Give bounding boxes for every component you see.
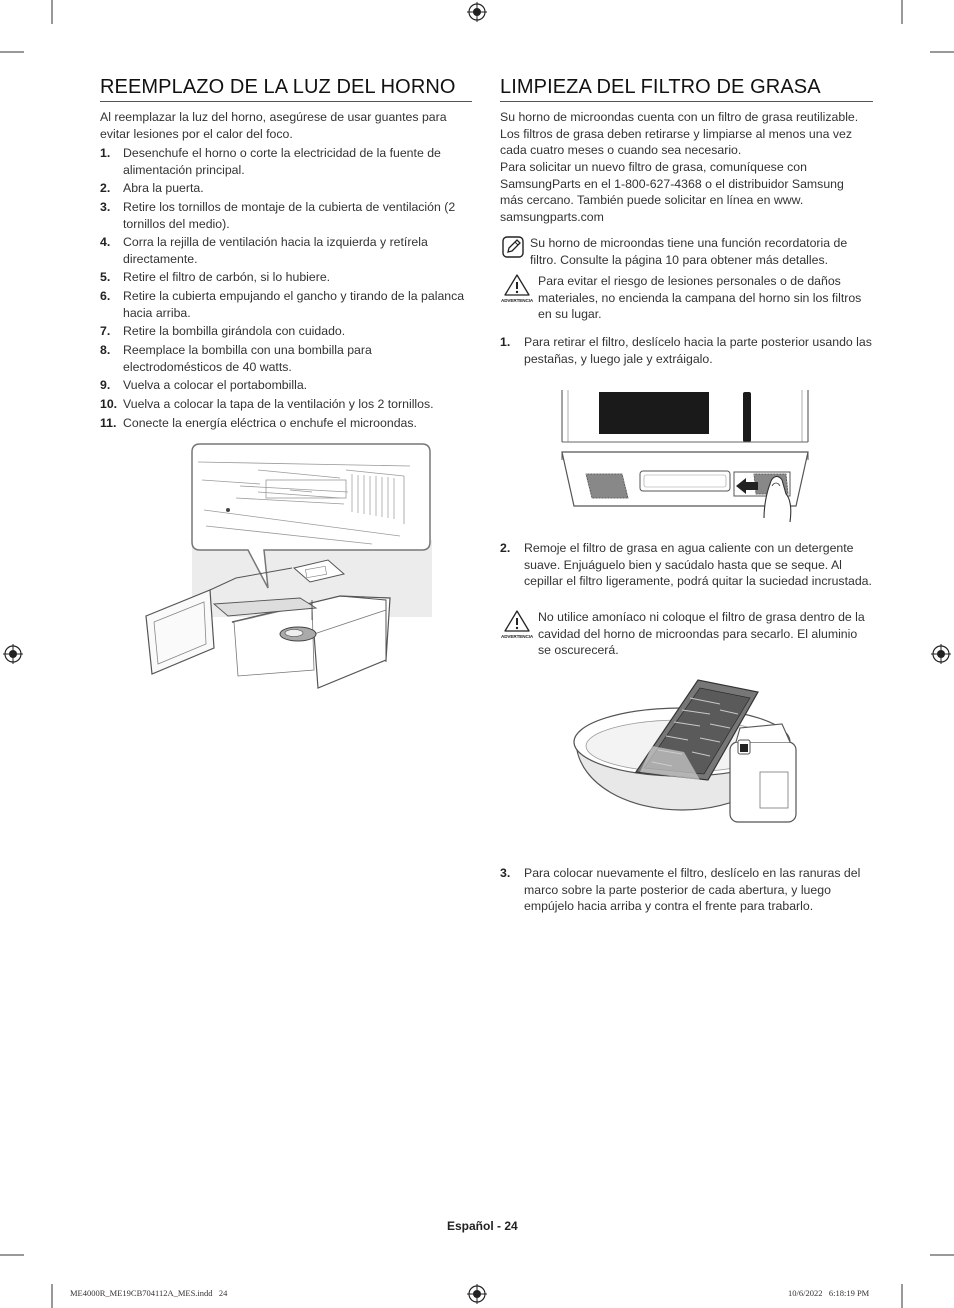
right-section-title: LIMPIEZA DEL FILTRO DE GRASA [500, 76, 821, 98]
registration-target-icon [931, 644, 951, 664]
print-timestamp: 10/6/2022 6:18:19 PM [788, 1288, 870, 1298]
right-intro: Su horno de microondas cuenta con un filtro de grasa reutilizable. Los filtros de grasa deben retirarse y limpiarse al menos una vez cada cuatro meses o cuando sea necesario. [500, 110, 859, 157]
filter-reminder-note: Su horno de microondas tiene una función recordatoria de filtro. Consulte la página 10 para obtener más detalles. [530, 236, 848, 267]
warning-triangle-icon [503, 273, 531, 297]
filter-removal-illustration [558, 390, 816, 522]
oven-light-illustration [140, 440, 432, 696]
left-title-rule [100, 101, 472, 102]
registration-target-icon [467, 1284, 487, 1304]
warning-2-text: No utilice amoníaco ni coloque el filtro de grasa dentro de la cavidad del horno de microondas para secarlo. El aluminio se oscurecerá. [538, 610, 865, 657]
warning-triangle-icon [503, 609, 531, 633]
warning-label: ADVERTENCIA [501, 298, 534, 303]
registration-target-icon [467, 2, 487, 22]
warning-1-text: Para evitar el riesgo de lesiones personales o de daños materiales, no encienda la campana del horno sin los filtros en su lugar. [538, 274, 862, 321]
left-section-title: REEMPLAZO DE LA LUZ DEL HORNO [100, 76, 456, 98]
page-number: Español - 24 [447, 1219, 518, 1233]
right-title-rule [500, 101, 873, 102]
filter-soaking-illustration [570, 676, 802, 828]
warning-label: ADVERTENCIA [501, 634, 534, 639]
registration-target-icon [3, 644, 23, 664]
file-slug: ME4000R_ME19CB704112A_MES.indd 24 [70, 1288, 228, 1298]
right-contact: Para solicitar un nuevo filtro de grasa, comuníquese con SamsungParts en el 1-800-627-4368 o el distribuidor Samsung más cercano. También puede solicitar en línea en www. samsungparts.com [500, 160, 844, 224]
note-pencil-icon [502, 236, 524, 258]
left-intro: Al reemplazar la luz del horno, asegúrese de usar guantes para evitar lesiones por el calor del foco. [100, 110, 447, 141]
